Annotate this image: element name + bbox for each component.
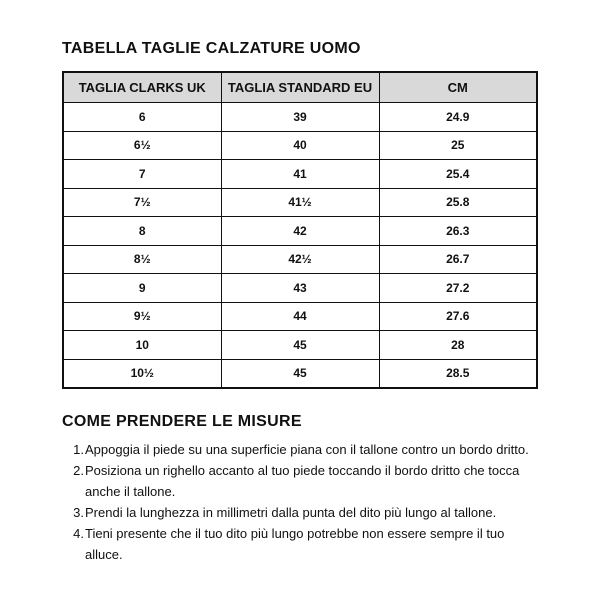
table-row bbox=[63, 131, 537, 160]
cell-uk: 10½ bbox=[63, 359, 221, 388]
instruction-step-2: Posiziona un righello accanto al tuo piede toccando il bordo dritto che tocca anche il tallone. bbox=[85, 463, 520, 499]
cell-eu: 42 bbox=[221, 217, 379, 246]
table-row bbox=[63, 188, 537, 217]
table-header-row bbox=[63, 72, 537, 103]
table-row bbox=[63, 359, 537, 388]
cell-uk: 9½ bbox=[63, 302, 221, 331]
cell-eu: 45 bbox=[221, 331, 379, 360]
cell-uk: 7 bbox=[63, 160, 221, 189]
cell-uk: 9 bbox=[63, 274, 221, 303]
cell-uk: 10 bbox=[63, 331, 221, 360]
size-table-header bbox=[63, 72, 537, 103]
cell-uk: 6 bbox=[63, 103, 221, 132]
page-title: TABELLA TAGLIE CALZATURE UOMO bbox=[62, 40, 361, 57]
table-row bbox=[63, 103, 537, 132]
instruction-step-3: Prendi la lunghezza in millimetri dalla punta del dito più lungo al tallone. bbox=[85, 505, 497, 520]
cell-eu: 45 bbox=[221, 359, 379, 388]
cell-eu: 44 bbox=[221, 302, 379, 331]
instruction-step-4: Tieni presente che il tuo dito più lungo potrebbe non essere sempre il tuo alluce. bbox=[85, 526, 505, 562]
cell-cm: 26.3 bbox=[379, 217, 537, 246]
table-row bbox=[63, 160, 537, 189]
cell-eu: 40 bbox=[221, 131, 379, 160]
cell-cm: 28 bbox=[379, 331, 537, 360]
instructions-list bbox=[62, 439, 538, 565]
cell-uk: 8½ bbox=[63, 245, 221, 274]
size-table bbox=[62, 71, 538, 389]
cell-cm: 27.2 bbox=[379, 274, 537, 303]
size-table-body bbox=[63, 103, 537, 389]
instructions-heading: COME PRENDERE LE MISURE bbox=[62, 413, 302, 430]
cell-cm: 24.9 bbox=[379, 103, 537, 132]
instruction-step-1: Appoggia il piede su una superficie piana con il tallone contro un bordo dritto. bbox=[85, 442, 529, 457]
cell-cm: 25 bbox=[379, 131, 537, 160]
header-cell-uk: TAGLIA CLARKS UK bbox=[63, 72, 221, 103]
cell-cm: 27.6 bbox=[379, 302, 537, 331]
table-row bbox=[63, 302, 537, 331]
cell-uk: 7½ bbox=[63, 188, 221, 217]
cell-cm: 25.8 bbox=[379, 188, 537, 217]
cell-cm: 25.4 bbox=[379, 160, 537, 189]
table-row bbox=[63, 274, 537, 303]
cell-eu: 42½ bbox=[221, 245, 379, 274]
cell-eu: 41½ bbox=[221, 188, 379, 217]
cell-eu: 43 bbox=[221, 274, 379, 303]
header-cell-eu: TAGLIA STANDARD EU bbox=[221, 72, 379, 103]
cell-cm: 26.7 bbox=[379, 245, 537, 274]
header-cell-cm: CM bbox=[379, 72, 537, 103]
cell-uk: 8 bbox=[63, 217, 221, 246]
table-row bbox=[63, 331, 537, 360]
table-row bbox=[63, 245, 537, 274]
cell-eu: 41 bbox=[221, 160, 379, 189]
cell-eu: 39 bbox=[221, 103, 379, 132]
cell-uk: 6½ bbox=[63, 131, 221, 160]
cell-cm: 28.5 bbox=[379, 359, 537, 388]
table-row bbox=[63, 217, 537, 246]
